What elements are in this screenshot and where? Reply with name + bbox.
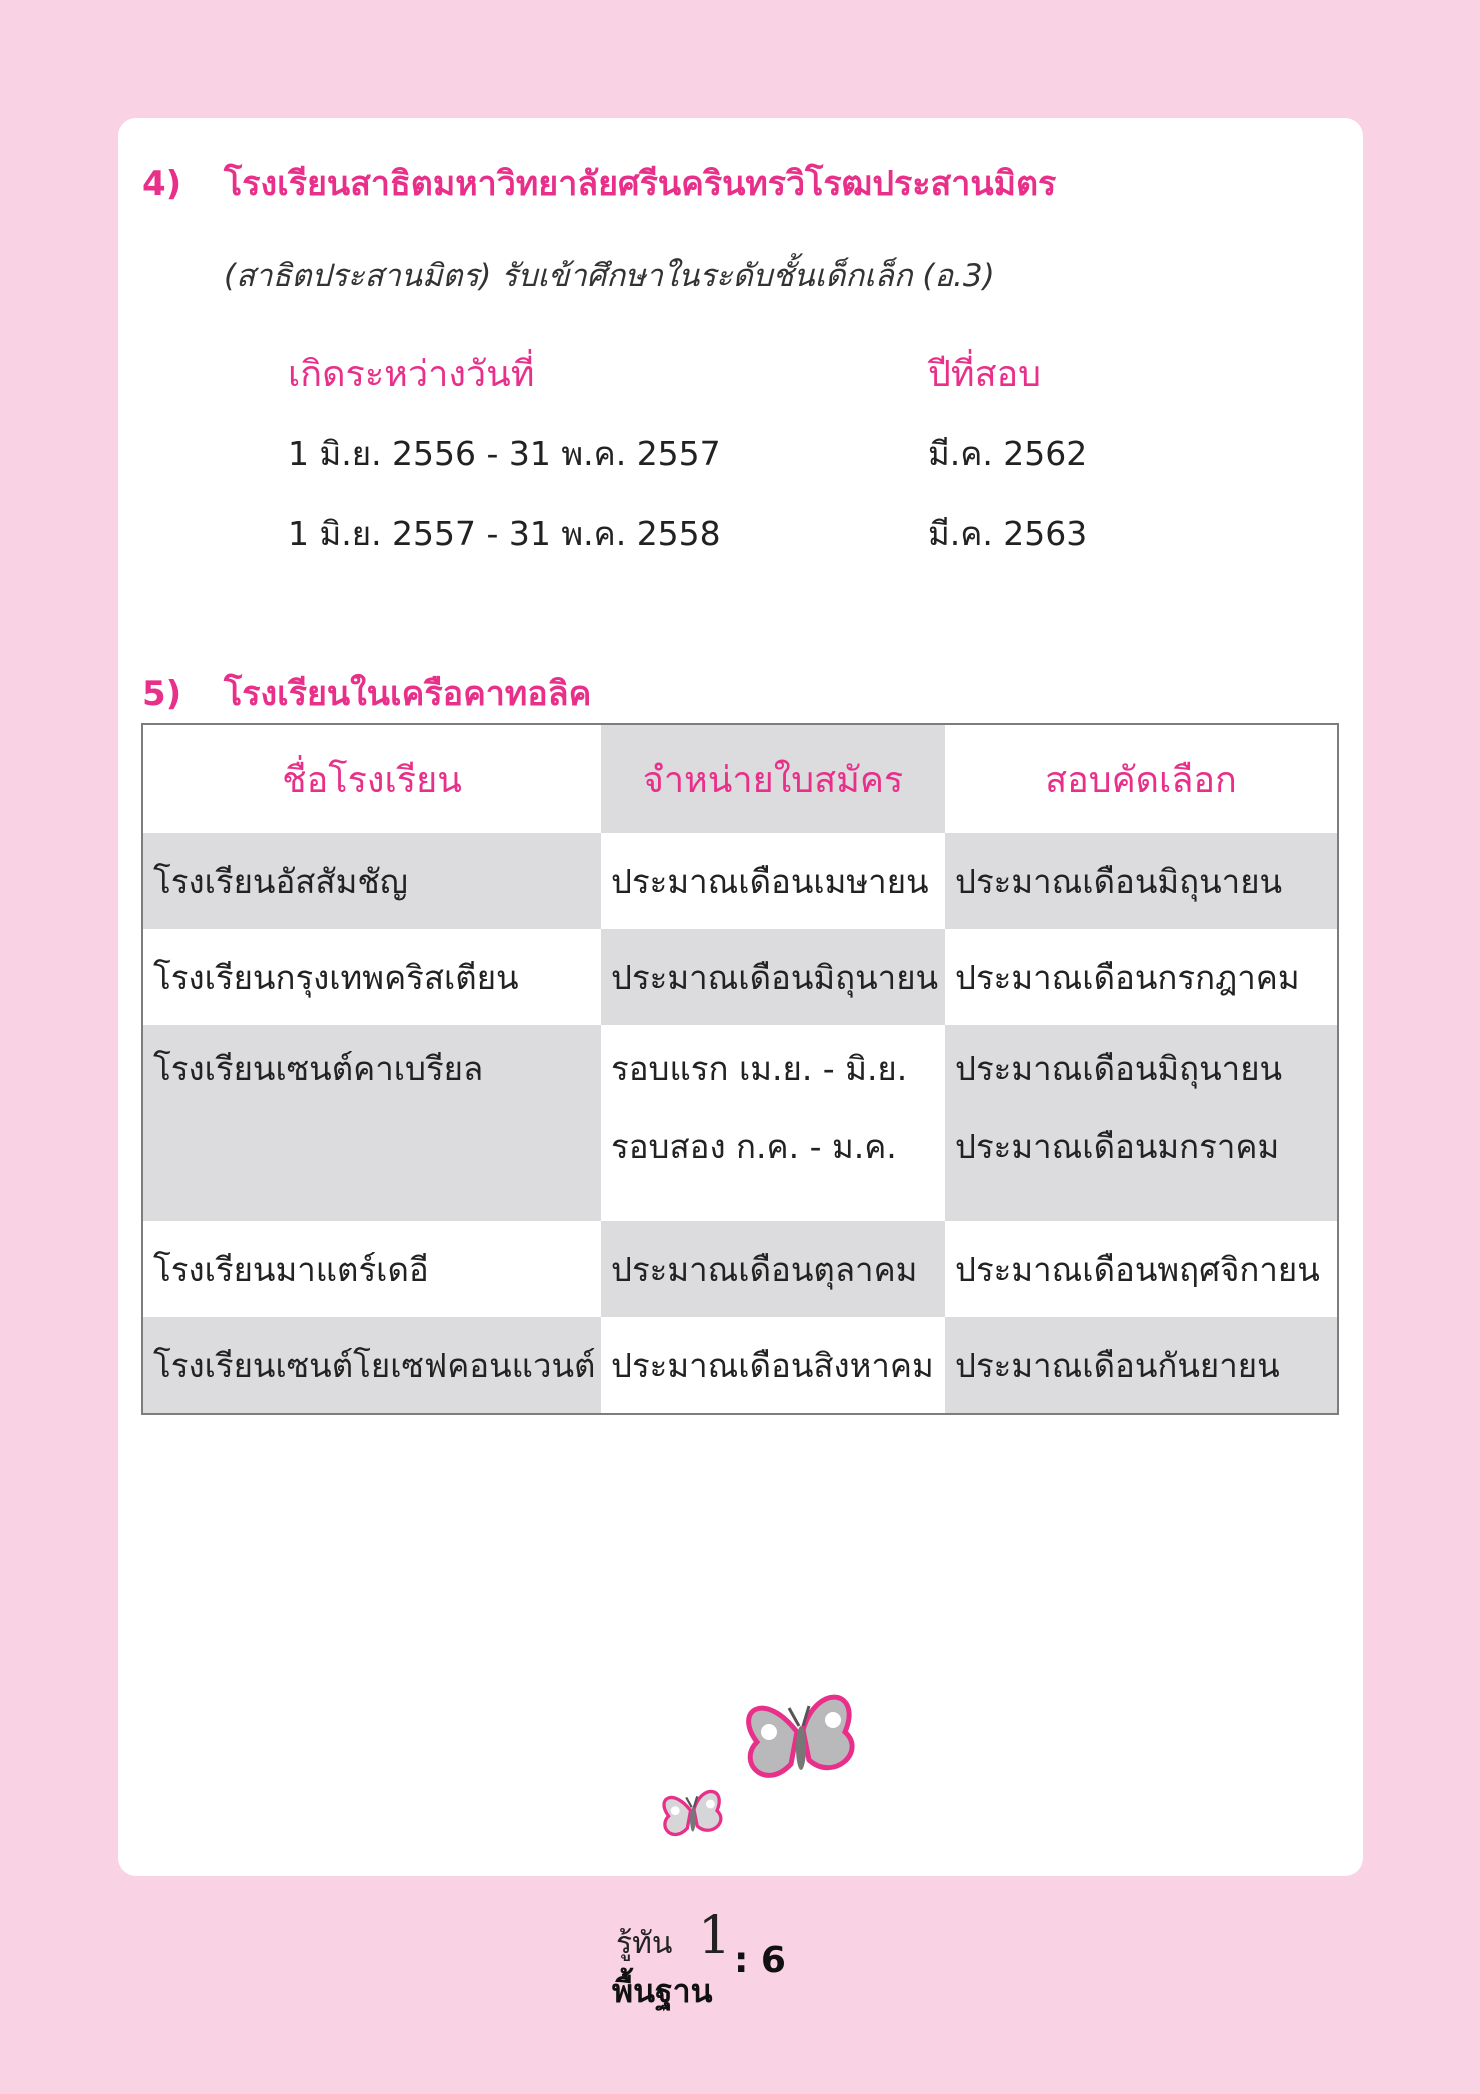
section-5-number: 5) (142, 674, 182, 714)
exam-date-row (288, 413, 1188, 493)
exam-year: มี.ค. 2563 (928, 513, 1088, 553)
large-butterfly-icon (749, 1697, 852, 1775)
school-name-cell: โรงเรียนเซนต์โยเซฟคอนแวนต์ (142, 1317, 601, 1414)
footer-brand-line2: พื้นฐาน (612, 1972, 713, 2010)
selection-exam-cell-line: ประมาณเดือนกรกฎาคม (955, 957, 1300, 997)
exam-dates-header (288, 333, 1188, 413)
application-sale-cell (601, 1221, 945, 1317)
selection-exam-cell (945, 929, 1338, 1025)
application-sale-cell (601, 833, 945, 929)
selection-exam-cell (945, 1317, 1338, 1414)
small-butterfly-icon (664, 1791, 721, 1834)
school-name-cell: โรงเรียนมาแตร์เดอี (142, 1221, 601, 1317)
application-sale-cell-line: ประมาณเดือนสิงหาคม (611, 1345, 934, 1385)
table-row (142, 929, 1338, 1025)
application-sale-cell (601, 1025, 945, 1221)
page-footer (612, 1906, 832, 2022)
butterflies-illustration (650, 1680, 880, 1860)
application-sale-cell-line: รอบสอง ก.ค. - ม.ค. (611, 1127, 897, 1166)
selection-exam-cell (945, 1221, 1338, 1317)
page-number: : 6 (734, 1940, 786, 1981)
school-name-header: ชื่อโรงเรียน (142, 724, 601, 833)
application-sale-cell (601, 929, 945, 1025)
footer-brand-line1: รู้ทัน (616, 1926, 673, 1961)
table-row (142, 833, 1338, 929)
section-4-subtitle: (สาธิตประสานมิตร) รับเข้าศึกษาในระดับชั้นเด็กเล็ก (อ.3) (224, 258, 995, 294)
table-row (142, 1221, 1338, 1317)
exam-dates-list (288, 333, 1188, 573)
application-sale-cell (601, 1317, 945, 1414)
application-sale-cell-line: ประมาณเดือนมิถุนายน (611, 957, 939, 997)
application-sale-cell-line: รอบแรก เม.ย. - มิ.ย. (611, 1049, 908, 1088)
born-range: 1 มิ.ย. 2557 - 31 พ.ค. 2558 (288, 513, 721, 553)
section-5-heading (142, 666, 591, 720)
selection-exam-cell-line: ประมาณเดือนมิถุนายน (955, 861, 1283, 901)
footer-brand-number: 1 (698, 1906, 732, 1966)
exam-year-header: ปีที่สอบ (928, 353, 1042, 395)
table-row (142, 1317, 1338, 1414)
selection-exam-cell-line: ประมาณเดือนพฤศจิกายน (955, 1249, 1320, 1289)
section-4-number: 4) (142, 164, 182, 204)
born-range: 1 มิ.ย. 2556 - 31 พ.ค. 2557 (288, 433, 721, 473)
school-name-cell: โรงเรียนกรุงเทพคริสเตียน (142, 929, 601, 1025)
school-name-cell: โรงเรียนอัสสัมชัญ (142, 833, 601, 929)
selection-exam-cell-line: ประมาณเดือนมิถุนายน (955, 1049, 1283, 1088)
table-row (142, 1025, 1338, 1221)
school-name: โรงเรียนเซนต์คาเบรียล (153, 1049, 484, 1088)
born-header: เกิดระหว่างวันที่ (288, 353, 535, 395)
selection-exam-header: สอบคัดเลือก (945, 724, 1338, 833)
section-4-title: โรงเรียนสาธิตมหาวิทยาลัยศรีนครินทรวิโรฒประสานมิตร (224, 164, 1057, 204)
selection-exam-cell (945, 1025, 1338, 1221)
application-sale-cell-line: ประมาณเดือนตุลาคม (611, 1249, 918, 1289)
selection-exam-cell-line: ประมาณเดือนกันยายน (955, 1345, 1280, 1385)
selection-exam-cell-line: ประมาณเดือนมกราคม (955, 1127, 1280, 1166)
exam-year: มี.ค. 2562 (928, 433, 1088, 473)
table-header-row (142, 724, 1338, 833)
school-name-cell (142, 1025, 601, 1221)
application-sale-header: จำหน่ายใบสมัคร (601, 724, 945, 833)
selection-exam-cell (945, 833, 1338, 929)
application-sale-cell-line: ประมาณเดือนเมษายน (611, 861, 929, 901)
section-4-heading (142, 156, 1056, 210)
catholic-schools-table (141, 723, 1339, 1415)
section-5-title: โรงเรียนในเครือคาทอลิค (224, 674, 592, 714)
exam-date-row (288, 493, 1188, 573)
